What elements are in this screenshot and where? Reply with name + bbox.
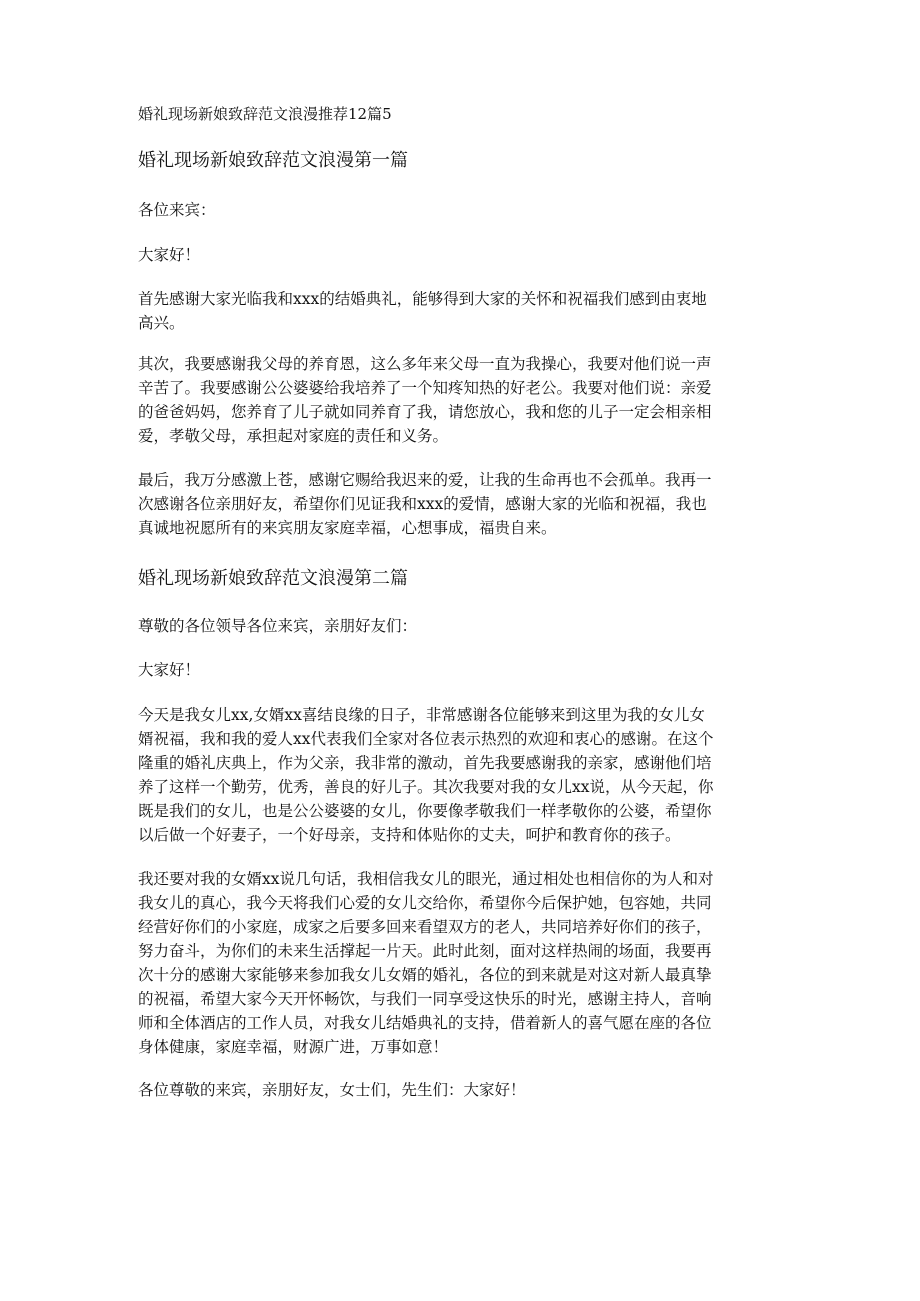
text-line: 既是我们的女儿，也是公公婆婆的女儿，你要像孝敬我们一样孝敬你的公婆，希望你 bbox=[138, 802, 712, 820]
text-line: 真诚地祝愿所有的来宾朋友家庭幸福，心想事成，福贵自来。 bbox=[138, 519, 557, 537]
text-line: 我女儿的真心，我今天将我们心爱的女儿交给你，希望你今后保护她，包容她，共同 bbox=[138, 894, 712, 912]
text-line: 今天是我女儿xx,女婿xx喜结良缘的日子，非常感谢各位能够来到这里为我的女儿女 bbox=[138, 706, 705, 724]
text-line: 次十分的感谢大家能够来参加我女儿女婿的婚礼，各位的到来就是对这对新人最真挚 bbox=[138, 966, 712, 984]
text-line: 各位尊敬的来宾，亲朋好友，女士们，先生们：大家好！ bbox=[138, 1081, 526, 1099]
text-line: 的爸爸妈妈，您养育了儿子就如同养育了我，请您放心，我和您的儿子一定会相亲相 bbox=[138, 403, 712, 421]
section-2-heading: 婚礼现场新娘致辞范文浪漫第二篇 bbox=[138, 568, 408, 589]
text-line: 最后，我万分感激上苍，感谢它赐给我迟来的爱，让我的生命再也不会孤单。我再一 bbox=[138, 471, 712, 489]
section-2-paragraph-1 bbox=[138, 614, 778, 638]
text-line: 的祝福，希望大家今天开怀畅饮，与我们一同享受这快乐的时光，感谢主持人，音响 bbox=[138, 990, 712, 1008]
text-line: 隆重的婚礼庆典上，作为父亲，我非常的激动，首先我要感谢我的亲家，感谢他们培 bbox=[138, 754, 712, 772]
section-2-paragraph-4 bbox=[138, 867, 778, 1059]
text-line: 经营好你们的小家庭，成家之后要多回来看望双方的老人，共同培养好你们的孩子， bbox=[138, 918, 712, 936]
section-2-paragraph-2 bbox=[138, 658, 778, 682]
section-2-paragraph-3 bbox=[138, 703, 778, 847]
section-1-paragraph-3 bbox=[138, 287, 778, 335]
text-line: 养了这样一个勤劳，优秀，善良的好儿子。其次我要对我的女儿xx说，从今天起，你 bbox=[138, 778, 714, 796]
text-line: 以后做一个好妻子，一个好母亲，支持和体贴你的丈夫，呵护和教育你的孩子。 bbox=[138, 826, 681, 844]
text-line: 大家好！ bbox=[138, 246, 201, 264]
text-line: 其次，我要感谢我父母的养育恩，这么多年来父母一直为我操心，我要对他们说一声 bbox=[138, 355, 712, 373]
text-line: 爱，孝敬父母，承担起对家庭的责任和义务。 bbox=[138, 427, 449, 445]
text-line: 婿祝福，我和我的爱人xx代表我们全家对各位表示热烈的欢迎和衷心的感谢。在这个 bbox=[138, 730, 714, 748]
document-title: 婚礼现场新娘致辞范文浪漫推荐12篇5 bbox=[138, 105, 392, 123]
text-line: 努力奋斗，为你们的未来生活撑起一片天。此时此刻，面对这样热闹的场面，我要再 bbox=[138, 942, 712, 960]
section-1-paragraph-1 bbox=[138, 198, 778, 222]
section-1-paragraph-5 bbox=[138, 468, 778, 540]
text-line: 师和全体酒店的工作人员，对我女儿结婚典礼的支持，借着新人的喜气愿在座的各位 bbox=[138, 1014, 712, 1032]
text-line: 尊敬的各位领导各位来宾，亲朋好友们： bbox=[138, 617, 418, 635]
text-line: 我还要对我的女婿xx说几句话，我相信我女儿的眼光，通过相处也相信你的为人和对 bbox=[138, 870, 714, 888]
text-line: 首先感谢大家光临我和xxx的结婚典礼，能够得到大家的关怀和祝福我们感到由衷地 bbox=[138, 290, 707, 308]
text-line: 身体健康，家庭幸福，财源广进，万事如意！ bbox=[138, 1038, 449, 1056]
text-line: 高兴。 bbox=[138, 314, 185, 332]
text-line: 大家好！ bbox=[138, 661, 201, 679]
text-line: 次感谢各位亲朋好友，希望你们见证我和xxx的爱情，感谢大家的光临和祝福，我也 bbox=[138, 495, 707, 513]
text-line: 各位来宾： bbox=[138, 201, 216, 219]
section-1-heading: 婚礼现场新娘致辞范文浪漫第一篇 bbox=[138, 150, 408, 171]
section-1-paragraph-4 bbox=[138, 352, 778, 448]
section-1-paragraph-2 bbox=[138, 243, 778, 267]
section-2-paragraph-5 bbox=[138, 1078, 778, 1102]
text-line: 辛苦了。我要感谢公公婆婆给我培养了一个知疼知热的好老公。我要对他们说：亲爱 bbox=[138, 379, 712, 397]
